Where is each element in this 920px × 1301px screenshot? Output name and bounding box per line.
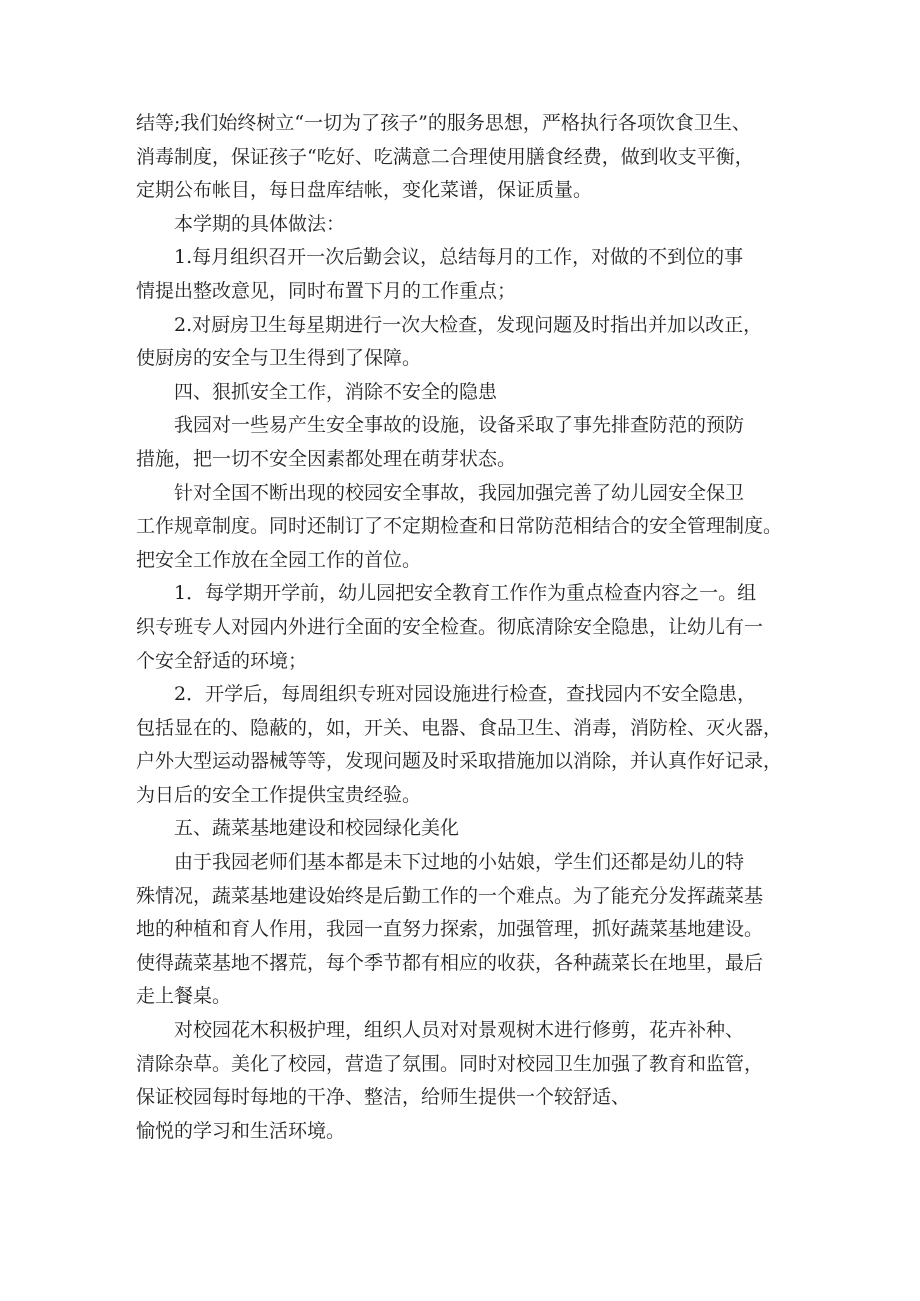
text-line: 地的种植和育人作用，我园一直努力探索，加强管理，抓好蔬菜基地建设。 — [136, 918, 764, 941]
text-line: 结等;我们始终树立“一切为了孩子”的服务思想，严格执行各项饮食卫生、 — [136, 112, 751, 134]
text-line: 消毒制度，保证孩子“吃好、吃满意二合理使用膳食经费，做到收支平衡， — [136, 145, 754, 168]
text-line: 使得蔬菜基地不撂荒，每个季节都有相应的收获，各种蔬菜长在地里，最后 — [136, 951, 764, 974]
text-line: 清除杂草。美化了校园，营造了氛围。同时对校园卫生加强了教育和监管， — [136, 1052, 764, 1075]
text-line: 织专班专人对园内外进行全面的安全检查。彻底清除安全隐患，让幼儿有一 — [136, 615, 764, 638]
text-line: 为日后的安全工作提供宝贵经验。 — [136, 783, 422, 806]
text-line: 定期公布帐目，每日盘库结帐，变化菜谱，保证质量。 — [136, 179, 593, 202]
text-line: 四、狠抓安全工作，消除不安全的隐患 — [174, 380, 498, 403]
text-line: 使厨房的安全与卫生得到了保障。 — [136, 347, 422, 370]
text-line: 2．开学后，每周组织专班对园设施进行检查，查找园内不安全隐患， — [174, 683, 757, 706]
document-body — [136, 107, 806, 1148]
text-line: 殊情况，蔬菜基地建设始终是后勤工作的一个难点。为了能充分发挥蔬菜基 — [136, 884, 764, 907]
text-line: 1．每学期开学前，幼儿园把安全教育工作作为重点检查内容之一。组 — [174, 582, 757, 605]
text-line: 2.对厨房卫生每星期进行一次大检查，发现问题及时指出并加以改正， — [174, 313, 763, 336]
text-line: 把安全工作放在全园工作的首位。 — [136, 548, 422, 571]
text-line: 情提出整改意见，同时布置下月的工作重点； — [136, 279, 517, 302]
text-line: 由于我园老师们基本都是未下过地的小姑娘，学生们还都是幼儿的特 — [174, 851, 745, 874]
text-line: 针对全国不断出现的校园安全事故，我园加强完善了幼儿园安全保卫 — [174, 481, 745, 504]
text-line: 走上餐桌。 — [136, 985, 232, 1008]
text-line: 1.每月组织召开一次后勤会议，总结每月的工作，对做的不到位的事 — [174, 246, 744, 269]
text-line: 我园对一些易产生安全事故的设施，设备采取了事先排查防范的预防 — [174, 414, 745, 437]
text-line: 个安全舒适的环境； — [136, 649, 308, 672]
text-line: 措施，把一切不安全因素都处理在萌芽状态。 — [136, 447, 517, 470]
text-line: 工作规章制度。同时还制订了不定期检查和日常防范相结合的安全管理制度。 — [136, 515, 783, 538]
text-line: 户外大型运动器械等等，发现问题及时采取措施加以消除，并认真作好记录， — [136, 750, 783, 773]
text-line: 保证校园每时每地的干净、整洁，给师生提供一个较舒适、 — [136, 1086, 631, 1109]
text-line: 愉悦的学习和生活环境。 — [136, 1119, 346, 1142]
text-line: 五、蔬菜基地建设和校园绿化美化 — [174, 817, 460, 840]
text-line: 本学期的具体做法： — [174, 212, 346, 235]
text-line: 对校园花木积极护理，组织人员对对景观树木进行修剪，花卉补种、 — [174, 1019, 745, 1042]
text-line: 包括显在的、隐蔽的，如，开关、电器、食品卫生、消毒，消防栓、灭火器， — [136, 716, 783, 739]
